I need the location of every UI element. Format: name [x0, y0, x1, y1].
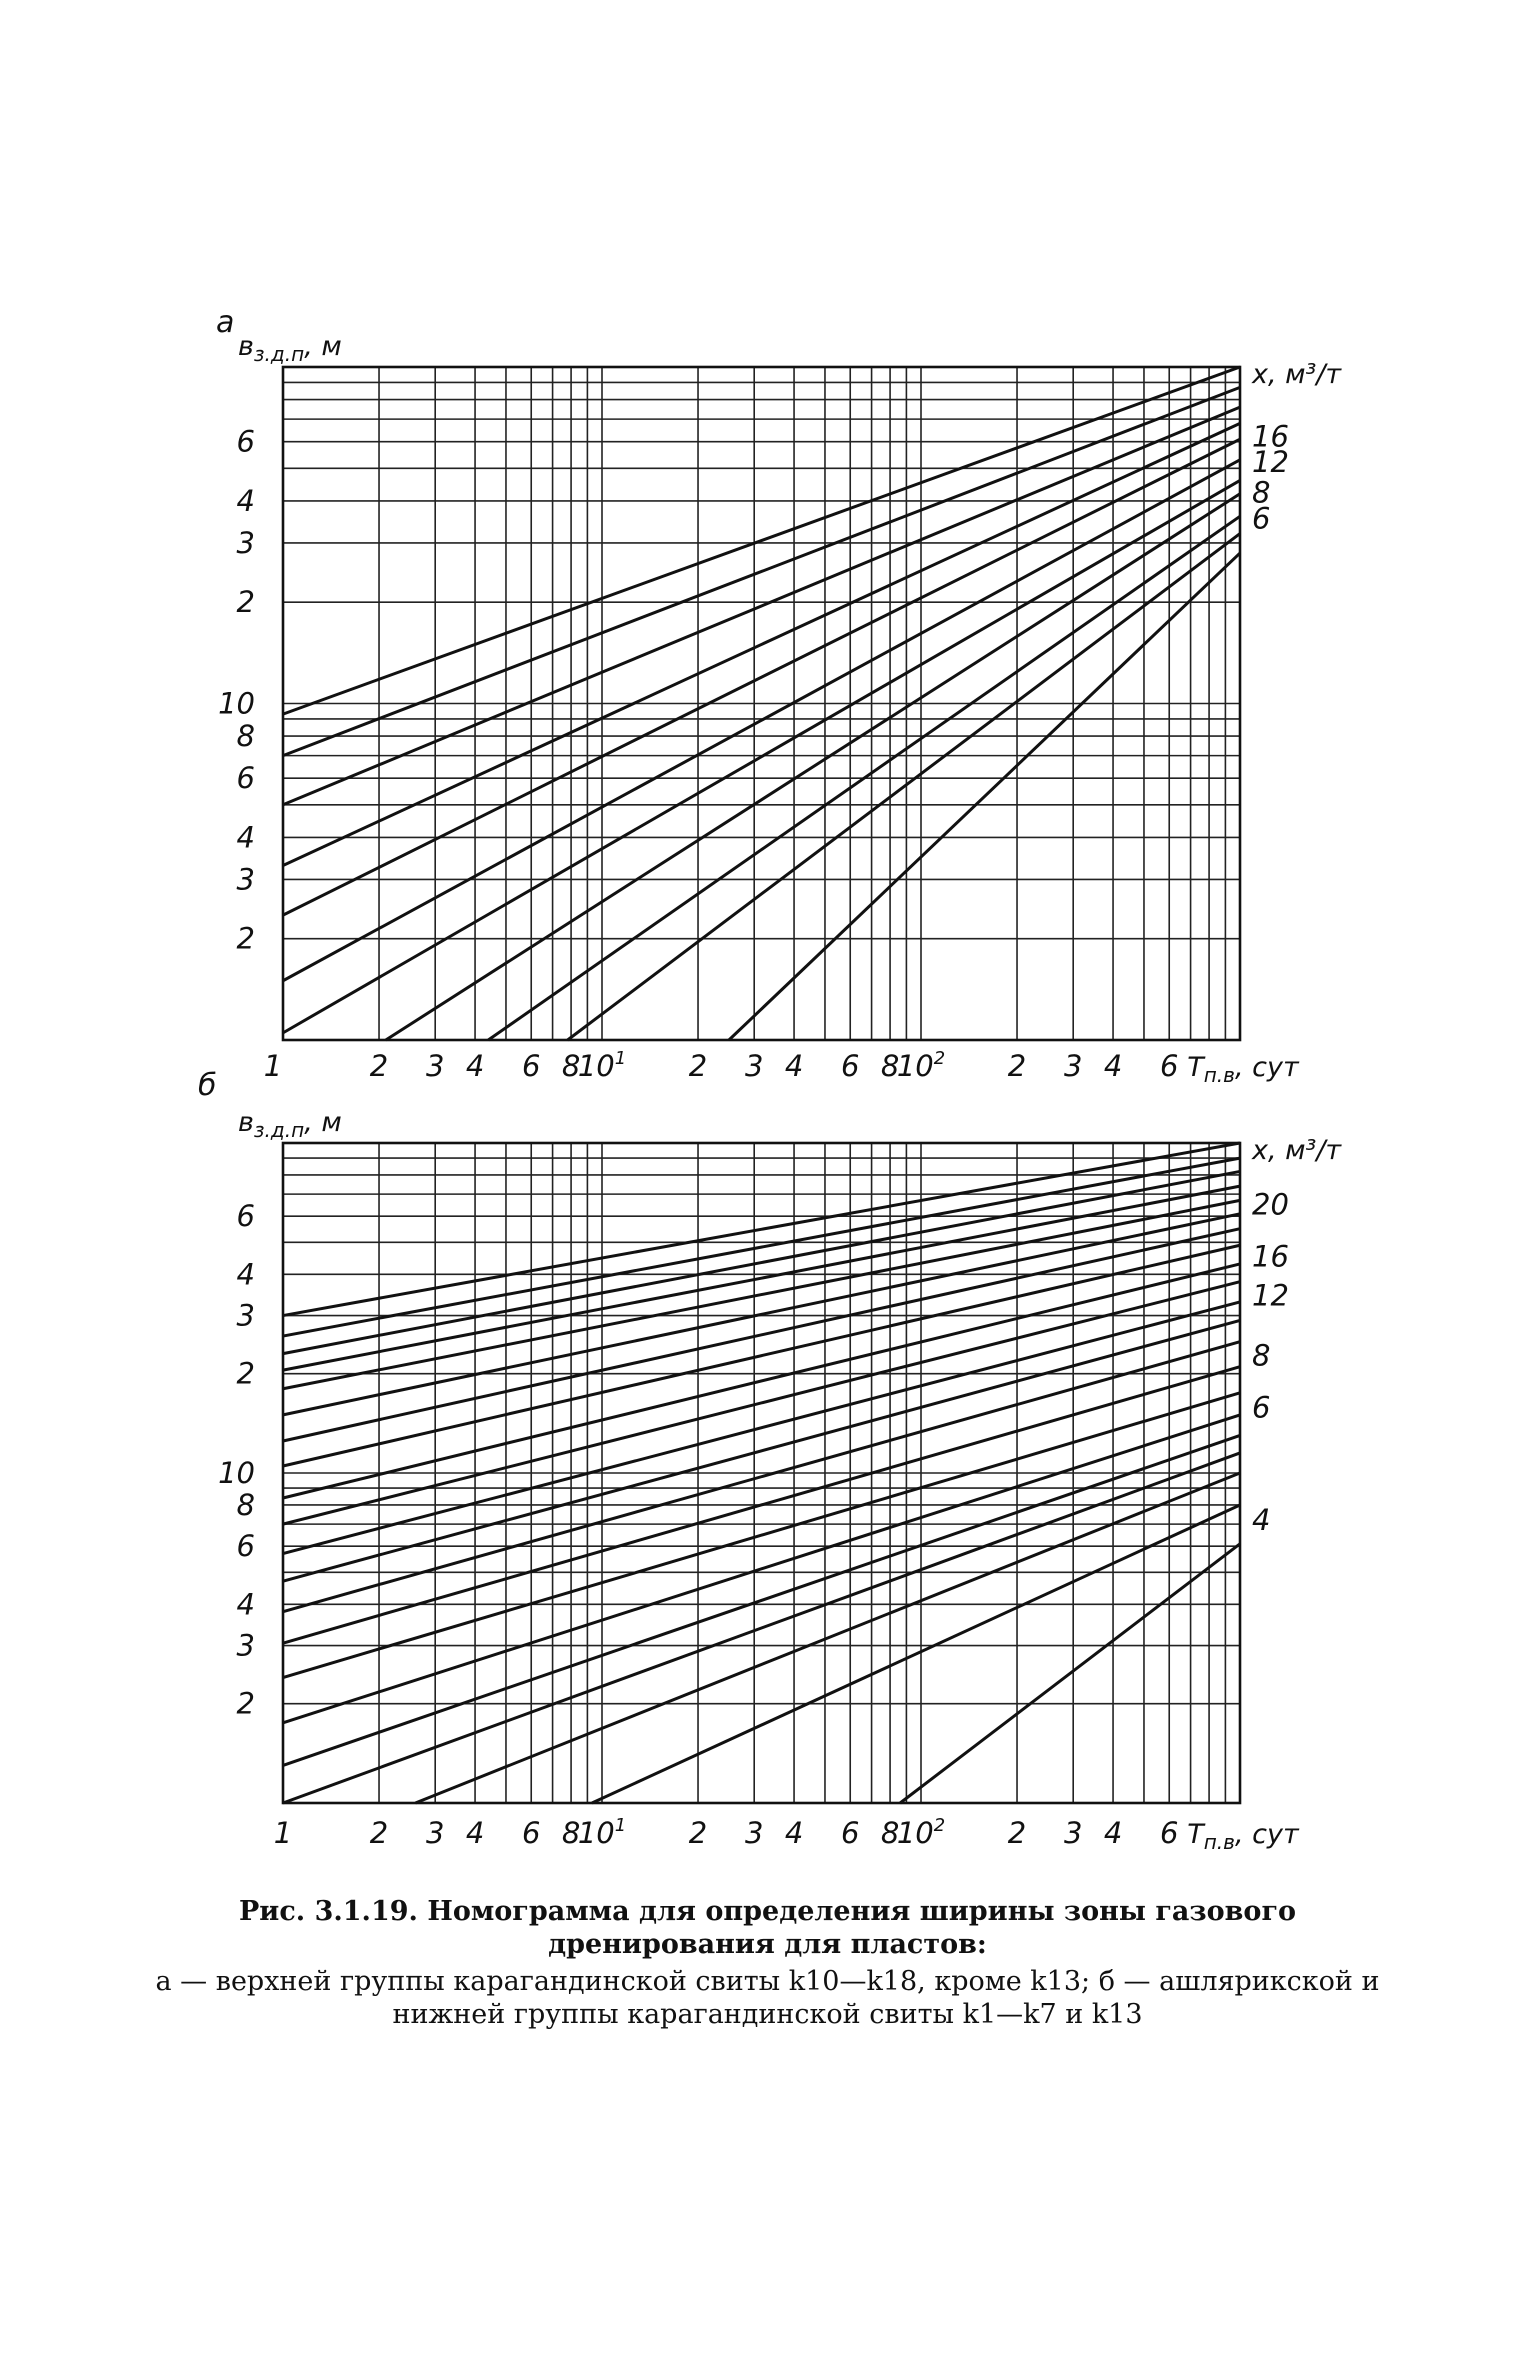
caption-note: а — верхней группы карагандинской свиты k10—k18, кроме k13; б — ашлярикской и нижней группы карагандинской свиты k1—k7 и k13	[155, 1966, 1380, 2030]
x-tick-label: 8	[561, 1049, 581, 1083]
x-axis-title-sub: п.в	[1203, 1830, 1235, 1854]
x-tick-label: 4	[465, 1049, 485, 1083]
x-tick-label: 3	[744, 1049, 764, 1083]
series-line-7	[283, 480, 1240, 1032]
y-tick-label: 6	[236, 761, 255, 796]
x-axis-title: $T_{п.в}$, сут	[1187, 1819, 1299, 1854]
series-line-11	[729, 553, 1240, 1040]
series-end-label: 8	[1252, 1338, 1271, 1373]
x-tick-label: 2	[688, 1816, 708, 1850]
x-tick-label: 8	[561, 1816, 581, 1850]
x-tick-label: $10^1$	[577, 1815, 627, 1850]
y-tick-label: 6	[236, 424, 255, 459]
y-tick-label: 6	[236, 1529, 255, 1564]
y-tick-label: 4	[236, 483, 255, 518]
panel-label: а	[216, 305, 235, 340]
x-tick-exponent: 1	[614, 1815, 627, 1836]
x-tick-label: 2	[369, 1049, 389, 1083]
series-end-label: 8	[1252, 475, 1271, 510]
x-tick-label: 3	[1063, 1049, 1083, 1083]
y-tick-label: 8	[236, 719, 255, 754]
y-tick-label: 3	[236, 1628, 255, 1663]
series-axis-label: x, м³/т	[1252, 1135, 1342, 1166]
chart-panel-a	[216, 305, 1342, 1087]
x-tick-label: 6	[841, 1049, 860, 1083]
x-tick-label: $10^2$	[896, 1048, 946, 1083]
series-end-label: 6	[1252, 1390, 1271, 1425]
x-tick-label: 8	[880, 1049, 900, 1083]
series-line-10	[568, 534, 1240, 1040]
x-axis-title-unit: , сут	[1234, 1819, 1299, 1850]
y-tick-label: 10	[218, 1456, 255, 1490]
x-tick-label: 2	[369, 1816, 389, 1850]
y-tick-label: 6	[236, 1199, 255, 1234]
y-tick-label: 3	[236, 1298, 255, 1333]
x-tick-label: $10^1$	[577, 1048, 627, 1083]
panel-label: б	[198, 1068, 217, 1103]
x-tick-label: 4	[1103, 1816, 1123, 1850]
y-tick-label: 2	[236, 1686, 255, 1721]
y-axis-title-sub: з.д.п	[253, 1118, 305, 1142]
y-axis-title-sub: з.д.п	[253, 342, 305, 366]
y-tick-label: 4	[236, 820, 255, 855]
series-line-11	[283, 1302, 1240, 1554]
series-end-label: 12	[1252, 444, 1289, 479]
series-end-label: 16	[1252, 419, 1289, 454]
series-axis-label: x, м³/т	[1252, 359, 1342, 390]
series-line-3	[283, 1171, 1240, 1353]
x-axis-title-sub: п.в	[1203, 1063, 1235, 1087]
y-axis-title: $в_{з.д.п}$, м	[238, 331, 342, 366]
x-tick-label: 2	[1007, 1816, 1027, 1850]
x-tick-label: 6	[522, 1049, 541, 1083]
figure-caption	[150, 1895, 1385, 2031]
x-tick-label: 2	[688, 1049, 708, 1083]
x-tick-label: 3	[425, 1816, 445, 1850]
x-tick-label: 6	[1160, 1049, 1179, 1083]
series-line-15	[283, 1393, 1240, 1678]
x-tick-label: 4	[465, 1816, 485, 1850]
series-line-2	[283, 387, 1240, 755]
series-line-3	[283, 407, 1240, 805]
x-tick-exponent: 1	[614, 1048, 627, 1069]
x-tick-label: 1	[273, 1816, 293, 1850]
x-tick-label: 8	[880, 1816, 900, 1850]
x-tick-label: 6	[522, 1816, 541, 1850]
y-tick-label: 8	[236, 1487, 255, 1522]
y-tick-label: 2	[236, 1356, 255, 1391]
series-end-label: 12	[1252, 1278, 1289, 1313]
series-line-5	[283, 439, 1240, 915]
series-line-2	[283, 1158, 1240, 1336]
x-tick-exponent: 2	[933, 1048, 946, 1069]
y-tick-label: 3	[236, 862, 255, 897]
series-end-label: 20	[1252, 1187, 1289, 1222]
x-axis-title-unit: , сут	[1234, 1052, 1299, 1083]
x-tick-label: 1	[263, 1049, 283, 1083]
x-tick-label: $10^2$	[896, 1815, 946, 1850]
y-axis-title: $в_{з.д.п}$, м	[238, 1107, 342, 1142]
x-tick-exponent: 2	[933, 1815, 946, 1836]
x-tick-label: 6	[841, 1816, 860, 1850]
x-tick-label: 3	[744, 1816, 764, 1850]
series-end-label: 16	[1252, 1239, 1289, 1274]
y-tick-label: 3	[236, 525, 255, 560]
series-end-label: 4	[1252, 1503, 1271, 1538]
x-tick-label: 3	[1063, 1816, 1083, 1850]
x-tick-label: 4	[784, 1049, 804, 1083]
x-tick-label: 2	[1007, 1049, 1027, 1083]
y-tick-label: 2	[236, 921, 255, 956]
y-tick-label: 2	[236, 585, 255, 620]
chart-panel-b	[198, 1068, 1342, 1854]
y-tick-label: 10	[218, 686, 255, 721]
x-tick-label: 3	[425, 1049, 445, 1083]
x-tick-label: 6	[1160, 1816, 1179, 1850]
y-tick-label: 4	[236, 1257, 255, 1292]
y-axis-title-unit: , м	[304, 331, 342, 362]
series-end-label: 6	[1252, 501, 1271, 536]
y-axis-title-unit: , м	[304, 1107, 342, 1138]
series-line-6	[283, 1214, 1240, 1415]
x-axis-title: $T_{п.в}$, сут	[1187, 1052, 1299, 1087]
grid	[283, 1143, 1240, 1803]
x-tick-label: 4	[784, 1816, 804, 1850]
series-line-6	[283, 460, 1240, 981]
caption-title: Рис. 3.1.19. Номограмма для определения ширины зоны газового дренирования для пластов:	[239, 1896, 1296, 1960]
y-tick-label: 4	[236, 1587, 255, 1622]
x-tick-label: 4	[1103, 1049, 1123, 1083]
series-line-16	[283, 1415, 1240, 1723]
